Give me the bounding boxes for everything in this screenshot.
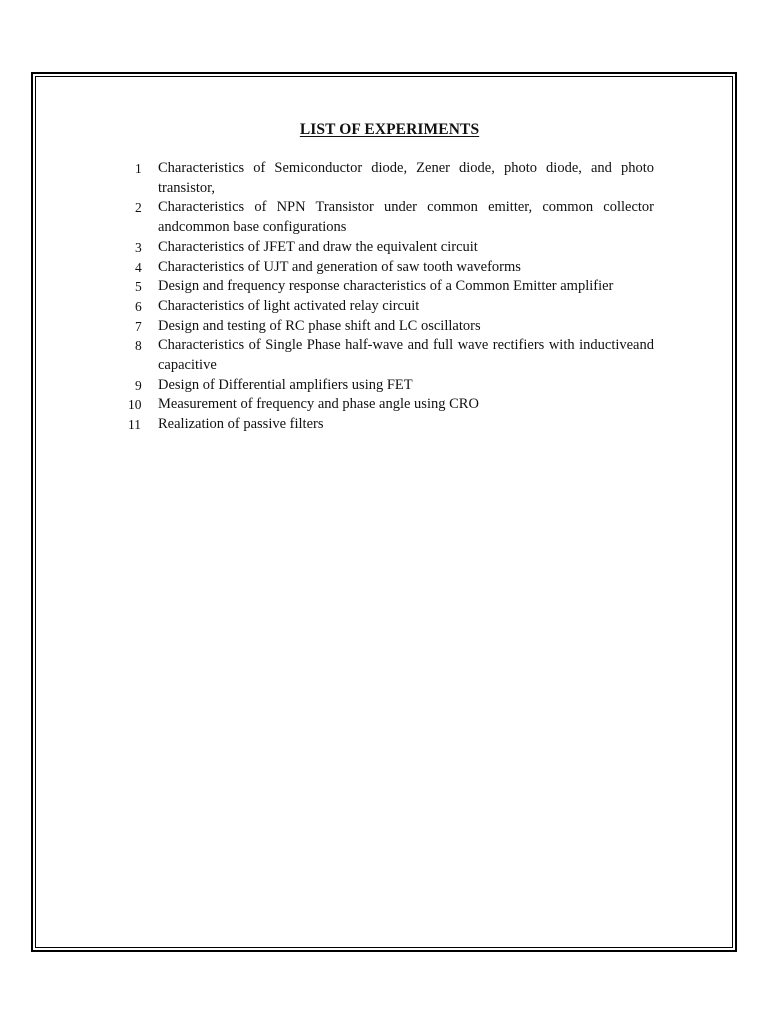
experiment-number: 10 [128, 397, 142, 413]
experiment-number: 5 [135, 279, 142, 295]
experiment-item-8 [128, 336, 654, 375]
experiment-item-5 [128, 277, 654, 297]
page-title: LIST OF EXPERIMENTS [299, 121, 480, 138]
experiment-text: Measurement of frequency and phase angle using CRO [158, 396, 479, 413]
experiment-text: Design and frequency response characteristics of a Common Emitter amplifier [158, 278, 614, 295]
experiment-number: 2 [135, 200, 142, 216]
experiment-item-2 [128, 198, 654, 237]
experiment-item-11 [128, 415, 654, 435]
experiment-number: 1 [135, 161, 142, 176]
experiment-item-1 [128, 159, 654, 198]
experiment-item-9 [128, 376, 654, 396]
experiment-text: Characteristics of Single Phase half-wave and full wave rectifiers with inductiveand capacitive [158, 337, 654, 374]
experiment-text: Realization of passive filters [158, 416, 324, 433]
experiment-text: Characteristics of UJT and generation of saw tooth waveforms [158, 258, 521, 275]
experiment-text: Characteristics of light activated relay circuit [158, 297, 420, 314]
experiment-text: Characteristics of JFET and draw the equivalent circuit [158, 238, 478, 255]
experiment-text: Characteristics of Semiconductor diode, Zener diode, photo diode, and photo transistor, [158, 160, 654, 196]
experiment-text: Characteristics of NPN Transistor under common emitter, common collector andcommon base configurations [158, 199, 654, 236]
experiment-number: 9 [135, 377, 142, 393]
experiment-item-3 [128, 238, 654, 258]
experiment-item-10 [128, 395, 654, 415]
experiment-list [128, 159, 654, 435]
experiment-item-6 [128, 297, 654, 317]
experiment-item-4 [128, 258, 654, 278]
experiment-number: 11 [128, 417, 141, 433]
experiment-number: 4 [135, 259, 142, 275]
experiment-number: 8 [135, 338, 142, 354]
experiment-item-7 [128, 317, 654, 337]
experiment-text: Design of Differential amplifiers using FET [158, 376, 413, 393]
experiment-text: Design and testing of RC phase shift and LC oscillators [158, 317, 481, 334]
experiment-number: 6 [135, 298, 142, 314]
experiment-number: 3 [135, 239, 142, 255]
experiment-number: 7 [135, 318, 142, 334]
